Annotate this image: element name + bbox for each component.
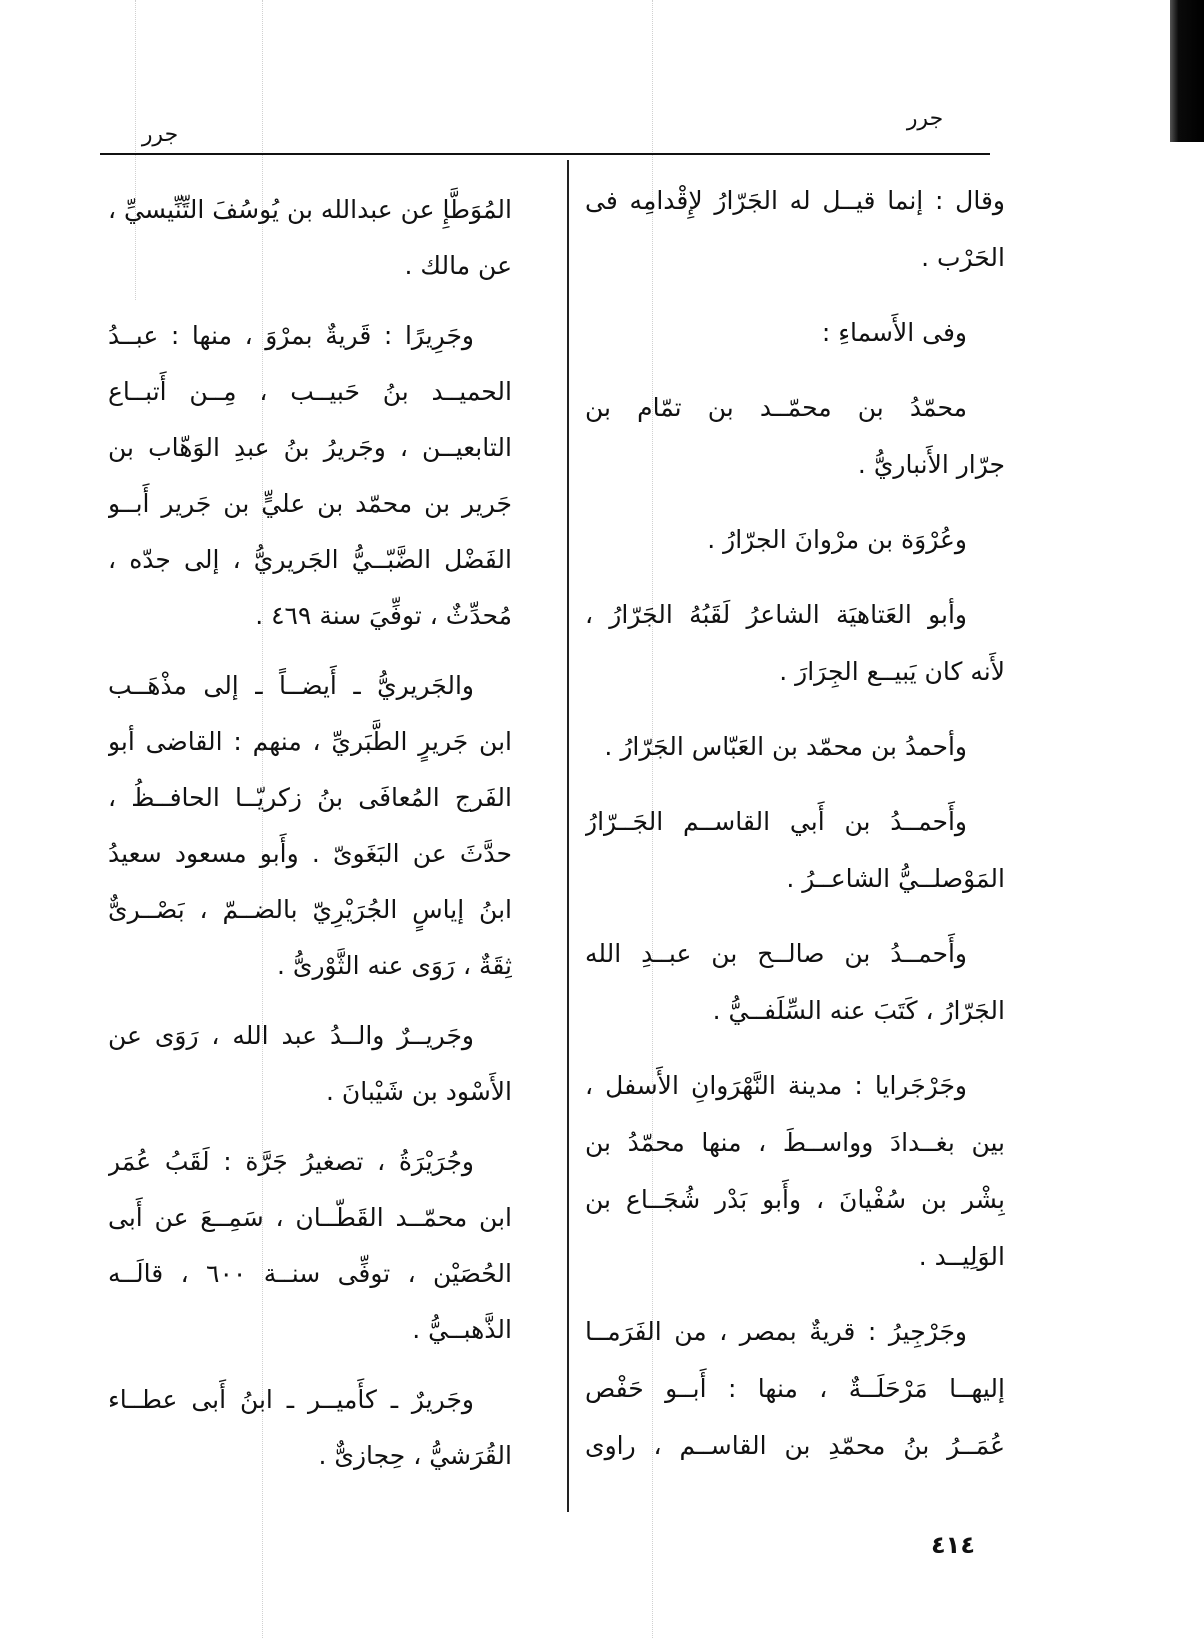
left-column	[108, 182, 512, 1484]
text-line: مُحدِّثٌ ، توفِّيَ سنة ٤٦٩ .	[255, 601, 512, 630]
entry-paragraph	[108, 1372, 512, 1484]
text-line: الحُصَيْن ، توفِّى سنــة ٦٠٠ ، قالَــه	[108, 1259, 512, 1288]
page-number: ٤١٤	[931, 1531, 975, 1559]
text-line: ثِقَةٌ ، رَوَى عنه الثَّوْرىُّ .	[277, 951, 512, 980]
text-line: الوَلِيــد .	[918, 1242, 1005, 1271]
text-line: القُرَشيُّ ، حِجازىٌّ .	[318, 1441, 512, 1470]
text-line: والجَريريُّ ـ أَيضــاً ـ إلى مذْهَــب	[108, 671, 474, 700]
running-head-left: جرر	[141, 122, 179, 147]
text-line: المَوْصلــيُّ الشاعــرُ .	[786, 864, 1005, 893]
entry-paragraph	[585, 304, 1005, 361]
entry-paragraph	[585, 172, 1005, 286]
text-line: وجَريــرٌ والــدُ عبد الله ، رَوَى عن	[108, 1021, 474, 1050]
text-line: وجَرْجِيرُ : قريةٌ بمصر ، من الفَرَمــا	[585, 1317, 967, 1346]
text-line: التابعيــن ، وجَريرُ بنُ عبدِ الوَهّاب بن	[108, 433, 512, 462]
text-line: جرّار الأَنباريُّ .	[857, 450, 1005, 479]
text-line: لأَنه كان يَبيــع الجِرَارَ .	[779, 657, 1005, 686]
running-head-right: جرر	[906, 106, 944, 131]
right-column	[585, 172, 1005, 1474]
entry-paragraph	[108, 1008, 512, 1120]
text-line: إليهــا مَرْحَلَــةٌ ، منها : أَبــو حَفْص	[585, 1374, 1005, 1403]
text-line: الذَّهبــيُّ .	[412, 1315, 512, 1344]
entry-paragraph	[585, 379, 1005, 493]
entry-paragraph	[585, 718, 1005, 775]
header-rule	[100, 153, 990, 155]
entry-paragraph	[585, 793, 1005, 907]
entry-paragraph	[108, 1134, 512, 1358]
text-line: وجَرْجَرايا : مدينة النَّهْرَوانِ الأَسفل ،	[585, 1071, 967, 1100]
text-line: وجَرِيرًا : قَريةٌ بمرْوَ ، منها : عبــدُ	[108, 321, 474, 350]
text-line: الفَرج المُعافَى بنُ زكريّــا الحافــظُ ،	[108, 783, 512, 812]
column-divider	[567, 160, 569, 1512]
text-line: المُوَطَّإِ عن عبدالله بن يُوسُفَ التِّنِّيسيِّ ،	[108, 195, 512, 224]
text-line: بِشْر بن سُفْيانَ ، وأَبو بَدْر شُجَــاع بن	[585, 1185, 1005, 1214]
entry-paragraph	[108, 308, 512, 644]
text-line: وعُرْوَة بن مرْوانَ الجرّارُ .	[707, 525, 967, 554]
text-line: الفَضْل الضَّبّــيُّ الجَريريُّ ، إلى جدّه ،	[108, 545, 512, 574]
text-line: الحَرْب .	[921, 243, 1005, 272]
text-line: محمّدُ بن محمّــد بن تمّام بن	[585, 393, 967, 422]
entry-paragraph	[108, 182, 512, 294]
text-line: وأَحمــدُ بن صالــح بن عبــدِ الله	[585, 939, 967, 968]
text-line: بين بغــدادَ وواســطَ ، منها محمّدُ بن	[585, 1128, 1005, 1157]
text-line: الحميــد بنُ حَبيــب ، مِــن أَتبــاع	[108, 377, 512, 406]
text-line: حدَّثَ عن البَغَوىّ . وأَبو مسعود سعيدُ	[108, 839, 512, 868]
text-line: عُمَــرُ بنُ محمّدِ بن القاســم ، راوى	[585, 1431, 1005, 1460]
entry-paragraph	[585, 1057, 1005, 1285]
entry-paragraph	[108, 658, 512, 994]
text-line: وأحمدُ بن محمّد بن العَبّاس الجَرّارُ .	[604, 732, 967, 761]
entry-paragraph	[585, 925, 1005, 1039]
text-line: عن مالك .	[404, 251, 512, 280]
text-line: ابنُ إياسٍ الجُرَيْرِيّ بالضــمّ ، بَصْــرىٌّ	[108, 895, 512, 924]
entry-paragraph	[585, 511, 1005, 568]
text-line: وقال : إنما قيــل له الجَرّارُ لإِقْدامِه فى	[585, 186, 1005, 215]
text-line: وأَحمــدُ بن أَبي القاســم الجَــرّارُ	[585, 807, 967, 836]
text-line: جَرير بن محمّد بن عليٍّ بن جَرير أَبــو	[108, 489, 512, 518]
text-line: ابن جَريرٍ الطَّبَريِّ ، منهم : القاضى أبو	[108, 727, 512, 756]
entry-paragraph	[585, 586, 1005, 700]
entry-paragraph	[585, 1303, 1005, 1474]
text-line: وفى الأَسماءِ :	[821, 318, 967, 347]
scan-edge-shadow	[1170, 0, 1204, 142]
text-line: وجُرَيْرَةُ ، تصغيرُ جَرَّة : لَقَبُ عُمَر	[108, 1147, 474, 1176]
text-line: الجَرّارُ ، كَتَبَ عنه السِّلَفــيُّ .	[712, 996, 1005, 1025]
text-line: ابن محمّــد القَطّــان ، سَمِــعَ عن أَبى	[108, 1203, 512, 1232]
text-line: الأَسْود بن شَيْبانَ .	[326, 1077, 512, 1106]
text-line: وجَريرٌ ـ كأَميــر ـ ابنُ أَبى عطــاء	[108, 1385, 474, 1414]
text-line: وأبو العَتاهيَة الشاعرُ لَقَبُهُ الجَرّارُ ،	[585, 600, 967, 629]
